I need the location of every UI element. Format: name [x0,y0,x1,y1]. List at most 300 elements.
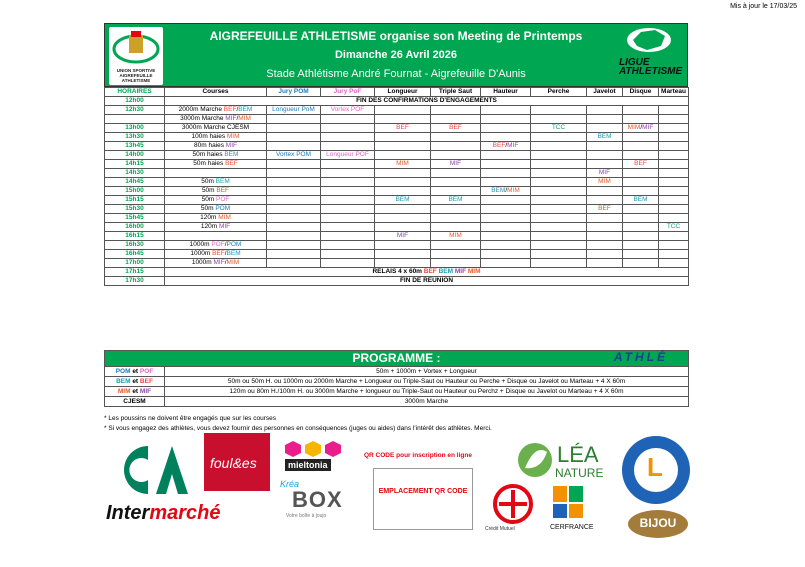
event-cell [531,160,587,169]
club-logo-name: UNION SPORTIVE AIGREFEUILLE ATHLETISME [116,68,156,83]
event-cell [165,241,267,250]
event-cell [431,124,481,133]
event-cell [165,124,267,133]
leclerc-logo [622,436,690,504]
event-cell [481,169,531,178]
event-cell [321,214,375,223]
event-cell [531,196,587,205]
event-cell [481,250,531,259]
event-cell [267,259,321,268]
event-cell [375,187,431,196]
event-cell [587,178,623,187]
event-cell [431,160,481,169]
event-cell [431,196,481,205]
event-cell [531,259,587,268]
event-cell [531,241,587,250]
event-cell [375,160,431,169]
text-fragment: 1000m [189,241,212,248]
event-cell [481,106,531,115]
event-cell [431,259,481,268]
event-cell [481,241,531,250]
category-bef: BEF [212,250,225,257]
event-cell [481,205,531,214]
event-cell [267,178,321,187]
category-bef: BEF [423,268,437,275]
text-fragment: 100m haies [191,133,227,140]
event-cell [165,223,267,232]
event-cell [659,232,689,241]
column-header: Longueur [375,88,431,97]
event-cell [481,133,531,142]
event-cell [165,169,267,178]
schedule-row [105,124,689,133]
athle-logo: ATHLÉ [613,350,668,364]
event-cell [375,178,431,187]
category-mim: MIM [218,214,231,221]
event-cell [375,106,431,115]
event-cell [481,124,531,133]
category-mim: MIM [449,232,462,239]
category-bef: BEF [598,205,611,212]
event-cell [267,232,321,241]
programme-events: 50m ou 50m H. ou 1000m ou 2000m Marche + Longueur ou Triple-Saut ou Hauteur ou Perche + Disque ou Javelot ou Marteau + 4 X 60m [165,377,689,387]
programme-category [105,397,165,407]
intermarche-text-inter: Inter [106,502,150,524]
event-cell [267,133,321,142]
credit-agricole-icon [108,440,200,500]
event-cell [431,232,481,241]
event-cell [267,250,321,259]
programme-table [104,350,689,407]
event-cell [587,106,623,115]
schedule-table [104,87,689,286]
category-pom: POM [215,205,231,212]
event-cell [623,259,659,268]
programme-events: 120m ou 80m H./100m H. ou 3000m Marche + longueur ou Triple-Saut ou Hauteur ou Perchz + Disque ou Javelot ou Marteau + 4 X 60m [165,387,689,397]
category-bem: BEM [491,187,506,194]
credit-mutuel-icon [483,482,543,526]
event-cell [375,169,431,178]
schedule-row [105,160,689,169]
time-cell: 14h00 [105,151,165,160]
event-cell [165,115,267,124]
event-cell [321,106,375,115]
meeting-date: Dimanche 26 Avril 2026 [334,49,458,61]
category-bem: BEM [395,196,410,203]
programme-category [105,367,165,377]
event-cell [165,160,267,169]
text-fragment: / [224,241,227,248]
text-fragment: et [130,388,140,395]
credit-agricole-logo [108,440,200,500]
category-bef: BEF [449,124,462,131]
event-cell [659,124,689,133]
span-cell: FIN DES CONFIRMATIONS D'ENGAGEMENTS [165,97,689,106]
event-cell [267,214,321,223]
schedule-row [105,223,689,232]
event-cell [587,160,623,169]
schedule-row [105,115,689,124]
event-cell [531,178,587,187]
event-cell [587,169,623,178]
event-cell [375,115,431,124]
time-cell: 16h00 [105,223,165,232]
cerfrance-icon [547,482,607,522]
event-cell [375,196,431,205]
event-cell [375,205,431,214]
category-mim: MIM [467,268,481,275]
event-cell [321,115,375,124]
event-cell [531,214,587,223]
event-cell [321,232,375,241]
schedule-row [105,214,689,223]
text-fragment: / [236,115,239,122]
krea-text: Kréa [280,479,300,489]
event-cell [531,142,587,151]
event-cell [267,223,321,232]
category-bef: BEF [396,124,409,131]
event-cell [165,151,267,160]
event-cell [267,196,321,205]
foulees-text: foul&es [210,455,257,471]
category-pof: Vortex POF [330,106,365,113]
programme-row [105,397,689,407]
category-mif: MIF [225,142,237,149]
event-cell [481,259,531,268]
category-mim: MIM [627,124,641,131]
column-header: Jury PoF [321,88,375,97]
schedule-row [105,259,689,268]
event-cell [321,151,375,160]
event-cell [375,124,431,133]
category-bem: BEM [226,250,241,257]
programme-title [105,351,689,367]
event-cell [267,142,321,151]
event-cell [623,106,659,115]
event-cell [659,241,689,250]
event-cell [531,223,587,232]
event-cell [531,187,587,196]
event-cell [375,133,431,142]
lea-nature-logo [515,440,615,488]
category-pom: Vortex POM [275,151,312,158]
programme-category [105,377,165,387]
event-cell [267,151,321,160]
qr-placeholder [373,468,473,530]
category-pom: POM [115,368,131,375]
event-cell [531,106,587,115]
meeting-title: AIGREFEUILLE ATHLETISME organise son Meeting de Printemps [209,29,583,43]
event-cell [623,196,659,205]
event-cell [481,178,531,187]
notes [104,414,492,434]
event-cell [481,115,531,124]
event-cell [659,142,689,151]
column-header: Jury POM [267,88,321,97]
leaf-icon [515,440,555,480]
text-fragment: / [224,259,227,266]
event-cell [659,106,689,115]
credit-mutuel-text: Crédit Mutuel [485,526,515,532]
event-cell [531,151,587,160]
programme-title-text: PROGRAMME : [352,351,441,365]
category-mim: MIM [598,178,611,185]
event-cell [431,178,481,187]
event-cell [623,232,659,241]
note-poussins: * Les poussins ne doivent être engagés que sur les courses [104,415,276,422]
time-cell: 15h45 [105,214,165,223]
column-header: Triple Saut [431,88,481,97]
category-bem: BEM [215,178,230,185]
event-cell [531,232,587,241]
event-cell [431,142,481,151]
event-cell [659,214,689,223]
event-cell [531,169,587,178]
event-cell [267,241,321,250]
event-cell [659,196,689,205]
time-cell: 13h00 [105,124,165,133]
text-fragment: RELAIS 4 x 60m [372,268,424,275]
category-mif: MIF [218,223,231,230]
category-pom: POM [226,241,242,248]
bijou-logo [628,510,688,538]
bijou-text: BIJOU [639,516,677,530]
event-cell [481,142,531,151]
text-fragment: 50m haies [192,151,225,158]
text-fragment: 3000m Marche [180,115,226,122]
event-cell [481,214,531,223]
event-cell [481,223,531,232]
schedule-row [105,178,689,187]
programme-category [105,387,165,397]
category-mif: MIF [598,169,611,176]
category-mif: MIF [454,268,467,275]
programme-events: 3000m Marche [165,397,689,407]
category-pof: Longueur POF [326,151,369,158]
qr-label: QR CODE pour inscription en ligne [364,452,472,459]
schedule-row [105,250,689,259]
schedule-row [105,277,689,286]
category-mif: MIF [449,160,462,167]
event-cell [321,133,375,142]
event-cell [623,205,659,214]
event-cell [659,259,689,268]
category-bem: BEM [116,378,131,385]
category-bef: BEF [634,160,647,167]
qr-placeholder-text: EMPLACEMENT QR CODE [378,488,468,495]
event-cell [481,196,531,205]
category-mim: MIM [507,187,520,194]
event-cell [375,241,431,250]
credit-mutuel-logo [483,482,543,534]
event-cell [165,142,267,151]
column-header: Hauteur [481,88,531,97]
kreabox-tagline: Votre boîte à joujo [286,513,327,519]
event-cell [321,124,375,133]
time-cell: 14h30 [105,169,165,178]
event-cell [623,169,659,178]
event-cell [587,142,623,151]
text-fragment: 1000m [190,250,213,257]
event-cell [531,250,587,259]
event-cell [623,241,659,250]
cerfrance-logo [547,482,607,534]
event-cell [267,124,321,133]
time-cell: 16h45 [105,250,165,259]
column-header: Javelot [587,88,623,97]
event-cell [321,169,375,178]
time-cell: 15h15 [105,196,165,205]
event-cell [587,205,623,214]
meeting-venue: Stade Athlétisme André Fournat - Aigrefeuille D'Aunis [266,68,526,80]
category-bef: BEF [225,160,238,167]
category-bef: BEF [139,378,153,385]
event-cell [375,142,431,151]
event-cell [623,187,659,196]
category-bem: BEM [448,196,463,203]
event-cell [531,124,587,133]
time-cell: 14h15 [105,160,165,169]
schedule-row [105,205,689,214]
text-fragment: 50m [201,187,217,194]
category-bef: BEF [223,106,237,113]
text-fragment: / [505,142,508,149]
time-cell: 15h00 [105,187,165,196]
event-cell [431,250,481,259]
event-cell [321,160,375,169]
event-cell [431,241,481,250]
category-mif: MIF [213,259,225,266]
event-cell [321,178,375,187]
category-bem: BEM [438,268,454,275]
event-cell [165,178,267,187]
event-cell [165,205,267,214]
programme-row [105,377,689,387]
event-cell [321,205,375,214]
event-cell [431,106,481,115]
category-mif: MIF [642,124,654,131]
programme-events: 50m + 1000m + Vortex + Longueur [165,367,689,377]
time-cell: 13h45 [105,142,165,151]
event-cell [623,115,659,124]
category-mim: MIM [117,388,131,395]
text-fragment: 3000m Marche CJESM [181,124,250,131]
intermarche-logo [106,502,221,525]
event-cell [587,187,623,196]
text-fragment: 50m [200,205,216,212]
time-cell: 15h30 [105,205,165,214]
honeycomb-icon [279,439,355,461]
cerfrance-text: CERFRANCE [550,524,594,531]
column-header: HORAIRES [105,88,165,97]
text-fragment: 120m [200,214,219,221]
event-cell [659,187,689,196]
programme-row [105,367,689,377]
event-cell [623,223,659,232]
intermarche-text-marche: marché [149,502,221,524]
category-pof: POF [211,241,225,248]
category-tcc: TCC [666,223,681,230]
event-cell [623,214,659,223]
event-cell [431,115,481,124]
text-fragment: 80m haies [194,142,226,149]
event-cell [481,187,531,196]
event-cell [321,223,375,232]
event-cell [587,259,623,268]
schedule-row [105,106,689,115]
event-cell [623,250,659,259]
event-cell [375,232,431,241]
text-fragment: / [640,124,643,131]
schedule-row [105,151,689,160]
event-cell [431,187,481,196]
schedule-row [105,97,689,106]
category-pof: POF [216,196,230,203]
schedule-row [105,187,689,196]
category-bef: BEF [492,142,506,149]
box-text: BOX [292,487,343,512]
event-cell [659,133,689,142]
update-note: Mis à jour le 17/03/25 [730,3,797,10]
event-cell [165,133,267,142]
event-cell [659,205,689,214]
event-cell [375,214,431,223]
category-mim: MIM [226,133,240,140]
event-cell [321,196,375,205]
text-fragment: 50m haies [193,160,226,167]
event-cell [659,151,689,160]
event-cell [531,133,587,142]
event-cell [321,187,375,196]
event-cell [267,187,321,196]
schedule-row [105,196,689,205]
event-cell [587,124,623,133]
event-cell [165,232,267,241]
event-cell [481,232,531,241]
event-cell [267,169,321,178]
category-mif: MIF [507,142,519,149]
column-header: Disque [623,88,659,97]
text-fragment: 50m [201,196,217,203]
event-cell [267,115,321,124]
schedule-row [105,268,689,277]
event-cell [165,259,267,268]
time-cell: 17h15 [105,268,165,277]
schedule-row [105,169,689,178]
event-cell [165,214,267,223]
event-cell [587,151,623,160]
ligue-logo-text: LIGUE ATHLETISME [619,57,683,77]
event-cell [321,241,375,250]
event-cell [481,160,531,169]
schedule-row [105,241,689,250]
event-cell [587,250,623,259]
column-header: Courses [165,88,267,97]
column-header: Perche [531,88,587,97]
event-cell [623,178,659,187]
event-cell [375,151,431,160]
text-fragment: 50m [201,178,216,185]
ligue-map-icon [611,26,681,58]
event-cell [321,259,375,268]
schedule-row [105,142,689,151]
nature-text: NATURE [555,466,604,480]
event-cell [587,196,623,205]
event-cell [587,223,623,232]
text-fragment: et [130,378,140,385]
time-cell: 17h00 [105,259,165,268]
category-bem: BEM [597,133,612,140]
